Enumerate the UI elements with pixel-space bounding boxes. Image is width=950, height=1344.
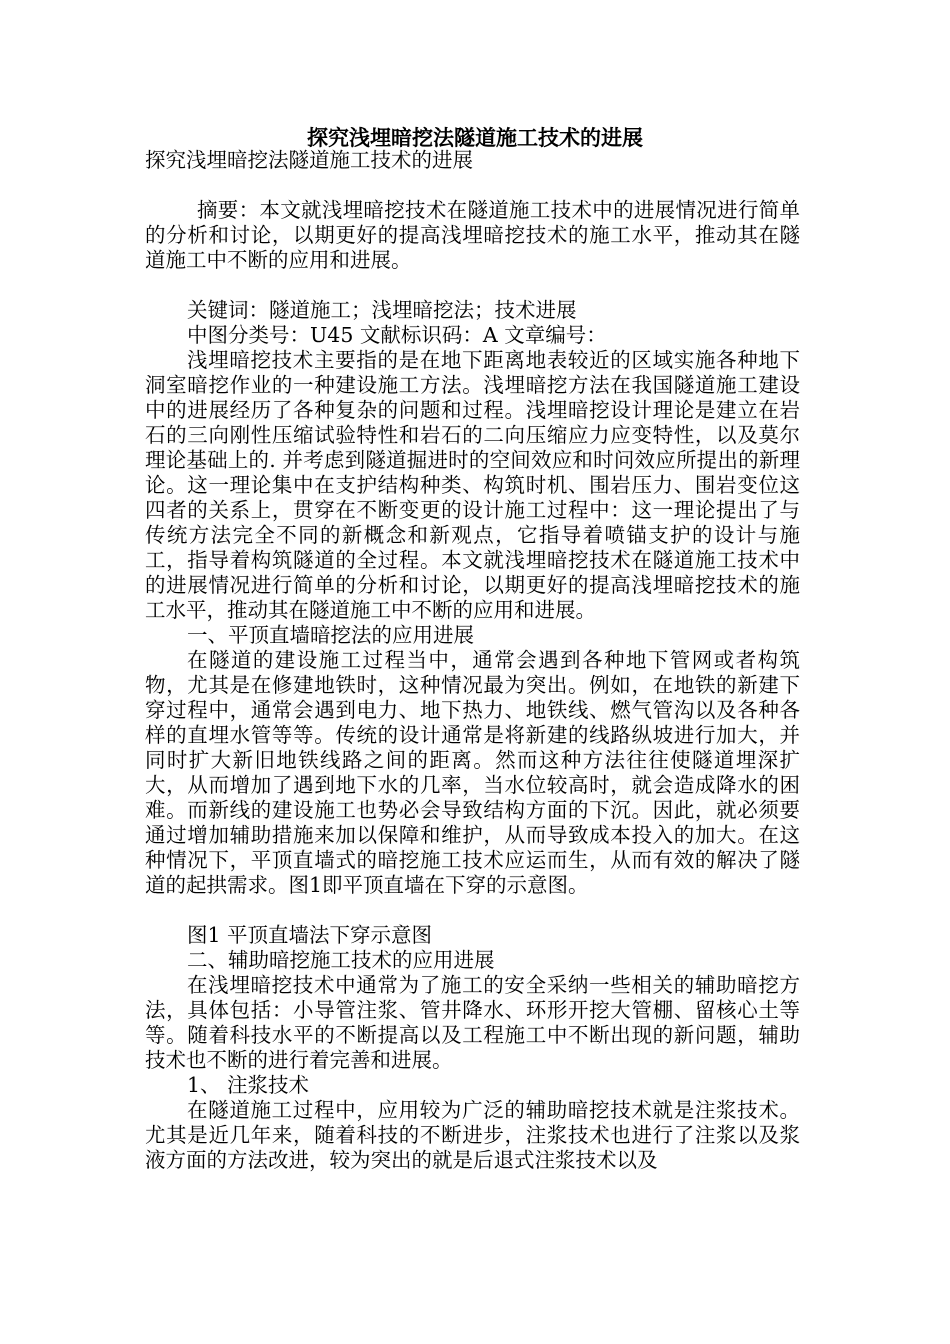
intro-paragraph: 浅埋暗挖技术主要指的是在地下距离地表较近的区域实施各种地下洞室暗挖作业的一种建设施工方法。浅埋暗挖方法在我国隧道施工建设中的进展经历了各种复杂的问题和过程。浅埋暗挖设计理论是建立在岩石的三向刚性压缩试验特性和岩石的二向压缩应力应变特性，以及莫尔理论基础上的. 并考虑到隧道掘进时的空间效应和时问效应所提出的新理论。这一理论集中在支护结构种类、构筑时机、围岩压力、围岩变位这四者的关系上，贯穿在不断变更的设计施工过程中：这一理论提出了与传统方法完全不同的新概念和新观点，它指导着喷锚支护的设计与施工，指导着构筑隧道的全过程。本文就浅埋暗挖技术在隧道施工技术中的进展情况进行简单的分析和讨论，以期更好的提高浅埋暗挖技术的施工水平，推动其在隧道施工中不断的应用和进展。 (145, 348, 800, 622)
blank-line (145, 273, 800, 298)
section-heading-2: 二、辅助暗挖施工技术的应用进展 (187, 948, 495, 972)
subsection-heading-1: 1、 注浆技术 (187, 1073, 310, 1097)
abstract-paragraph: 摘要：本文就浅埋暗挖技术在隧道施工技术中的进展情况进行简单的分析和讨论，以期更好的提高浅埋暗挖技术的施工水平，推动其在隧道施工中不断的应用和进展。 (145, 198, 800, 272)
blank-line (145, 173, 800, 198)
section-heading-1: 一、平顶直墙暗挖法的应用进展 (187, 623, 474, 647)
section-1-paragraph: 在隧道的建设施工过程当中，通常会遇到各种地下管网或者构筑物，尤其是在修建地铁时，这种情况最为突出。例如，在地铁的新建下穿过程中，通常会遇到电力、地下热力、地铁线、燃气管沟以及各种各样的直埋水管等等。传统的设计通常是将新建的线路纵坡进行加大，并同时扩大新旧地铁线路之间的距离。然而这种方法往往使隧道埋深扩大，从而增加了遇到地下水的几率，当水位较高时，就会造成降水的困难。而新线的建设施工也势必会导致结构方面的下沉。因此，就必须要通过增加辅助措施来加以保障和维护，从而导致成本投入的加大。在这种情况下，平顶直墙式的暗挖施工技术应运而生，从而有效的解决了隧道的起拱需求。图1即平顶直墙在下穿的示意图。 (145, 648, 800, 897)
keywords-line: 关键词：隧道施工；浅埋暗挖法；技术进展 (187, 298, 577, 322)
blank-line (145, 898, 800, 923)
section-2-paragraph: 在浅埋暗挖技术中通常为了施工的安全采纳一些相关的辅助暗挖方法，具体包括：小导管注浆、管井降水、环形开挖大管棚、留核心土等等。随着科技水平的不断提高以及工程施工中不断出现的新问题，辅助技术也不断的进行着完善和进展。 (145, 973, 800, 1072)
document-title: 探究浅埋暗挖法隧道施工技术的进展 (307, 125, 643, 150)
classification-line: 中图分类号：U45 文献标识码：A 文章编号： (187, 323, 607, 347)
subsection-1-paragraph: 在隧道施工过程中，应用较为广泛的辅助暗挖技术就是注浆技术。尤其是近几年来，随着科技的不断进步，注浆技术也进行了注浆以及浆液方面的方法改进，较为突出的就是后退式注浆技术以及 (145, 1098, 800, 1172)
document-subtitle: 探究浅埋暗挖法隧道施工技术的进展 (145, 148, 473, 172)
figure-caption: 图1 平顶直墙法下穿示意图 (187, 923, 433, 947)
document-body (145, 148, 800, 1173)
